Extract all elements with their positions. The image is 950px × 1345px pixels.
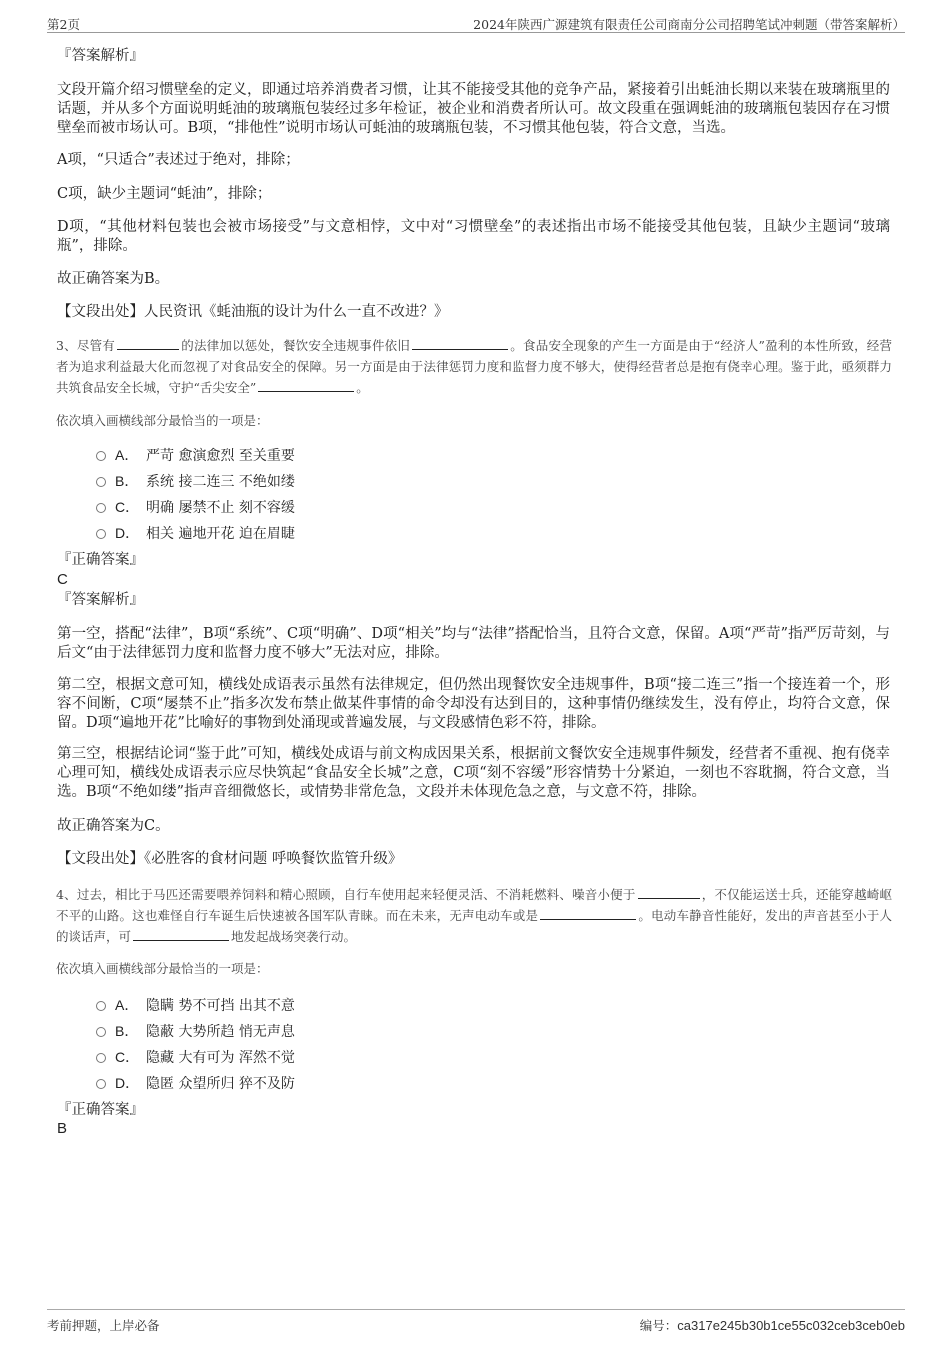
analysis-label: 『答案解析』 xyxy=(57,592,144,608)
radio-icon[interactable] xyxy=(96,1079,106,1089)
correct-answer-label: 『正确答案』 xyxy=(57,552,144,568)
analysis-label: 『答案解析』 xyxy=(57,48,144,64)
analysis-conclusion: 故正确答案为C。 xyxy=(57,818,170,834)
question-3-stem: 3、尽管有 的法律加以惩处，餐饮安全违规事件依旧 。食品安全现象的产生一方面是由于“经济人”盈利的本性所致，经营者为追求利益最大化而忽视了对食品安全的保障。另一方面是由于法律惩罚力度和监督力度不够大，使得经营者总是抱有侥幸心理。鉴于此，亟须群力共筑食品安全长城，守护“舌尖安全” 。 xyxy=(56,338,892,395)
analysis-option-a: A项，“只适合”表述过于绝对，排除； xyxy=(57,152,300,168)
blank-2 xyxy=(540,907,636,920)
correct-answer: B xyxy=(57,1120,68,1137)
analysis-option-c: C项，缺少主题词“蚝油”，排除； xyxy=(57,186,272,202)
passage-source: 【文段出处】《必胜客的食材问题 呼唤餐饮监管升级》 xyxy=(57,851,403,867)
blank-3 xyxy=(133,928,229,941)
analysis-option-d: D项，“其他材料包装也会被市场接受”与文意相悖，文中对“习惯壁垒”的表述指出市场不能接受其他包装，且缺少主题词“玻璃瓶”，排除。 xyxy=(57,219,890,254)
document-title: 2024年陕西广源建筑有限责任公司商南分公司招聘笔试冲刺题（带答案解析） xyxy=(473,17,905,32)
correct-answer-label: 『正确答案』 xyxy=(57,1102,144,1118)
question-4-prompt: 依次填入画横线部分最恰当的一项是： xyxy=(56,961,269,976)
correct-answer: C xyxy=(57,571,68,588)
page-header xyxy=(47,14,905,33)
document-code: 编号：ca317e245b30b1ce55c032ceb3ceb0eb xyxy=(639,1318,905,1333)
passage-source: 【文段出处】人民资讯《蚝油瓶的设计为什么一直不改进？》 xyxy=(57,304,449,320)
page-number: 第2页 xyxy=(47,17,80,32)
footer-slogan: 考前押题，上岸必备 xyxy=(47,1318,160,1333)
page-footer xyxy=(47,1309,905,1333)
analysis-blank-3: 第三空，根据结论词“鉴于此”可知，横线处成语与前文构成因果关系，根据前文餐饮安全违规事件频发，经营者不重视、抱有侥幸心理可知，横线处成语表示应尽快筑起“食品安全长城”之意，C项“刻不容缓”形容情势十分紧迫，一刻也不容耽搁，符合文意，当选。B项“不绝如缕”指声音细微悠长，或情势非常危急，文段并未体现危急之意，与文意不符，排除。 xyxy=(57,746,890,800)
blank-1 xyxy=(117,337,179,350)
radio-icon[interactable] xyxy=(96,1053,106,1063)
radio-icon[interactable] xyxy=(96,529,106,539)
blank-1 xyxy=(638,886,700,899)
radio-icon[interactable] xyxy=(96,477,106,487)
analysis-paragraph: 文段开篇介绍习惯壁垒的定义，即通过培养消费者习惯，让其不能接受其他的竞争产品，紧接着引出蚝油长期以来装在玻璃瓶里的话题，并从多个方面说明蚝油的玻璃瓶包装经过多年检证，被企业和消费者所认可。故文段重在强调蚝油的玻璃瓶包装因存在习惯壁垒而被市场认可。B项，“排他性”说明市场认可蚝油的玻璃瓶包装，不习惯其他包装，符合文意，当选。 xyxy=(57,82,890,136)
question-3-prompt: 依次填入画横线部分最恰当的一项是： xyxy=(56,413,269,428)
question-4-stem: 4、过去，相比于马匹还需要喂养饲料和精心照顾，自行车使用起来轻便灵活、不消耗燃料、噪音小便于 ，不仅能运送士兵，还能穿越崎岖不平的山路。这也难怪自行车诞生后快速被各国军队青睐。而在未来，无声电动车或是 。电动车静音性能好，发出的声音甚至小于人的谈话声，可 地发起战场突袭行动。 xyxy=(56,887,892,944)
analysis-blank-2: 第二空，根据文意可知，横线处成语表示虽然有法律规定，但仍然出现餐饮安全违规事件，B项“接二连三”指一个接连着一个，形容不间断，C项“屡禁不止”指多次发布禁止做某件事情的命令却没有达到目的，这种事情仍继续发生，没有停止，均符合文意，保留。D项“遍地开花”比喻好的事物到处涌现或普遍发展，与文段感情色彩不符，排除。 xyxy=(57,677,890,731)
radio-icon[interactable] xyxy=(96,1001,106,1011)
radio-icon[interactable] xyxy=(96,1027,106,1037)
analysis-blank-1: 第一空，搭配“法律”，B项“系统”、C项“明确”、D项“相关”均与“法律”搭配恰当，且符合文意，保留。A项“严苛”指严厉苛刻，与后文“由于法律惩罚力度和监督力度不够大”无法对应，排除。 xyxy=(57,626,890,661)
blank-2 xyxy=(412,337,508,350)
radio-icon[interactable] xyxy=(96,503,106,513)
blank-3 xyxy=(258,379,354,392)
radio-icon[interactable] xyxy=(96,451,106,461)
analysis-conclusion: 故正确答案为B。 xyxy=(57,271,170,287)
